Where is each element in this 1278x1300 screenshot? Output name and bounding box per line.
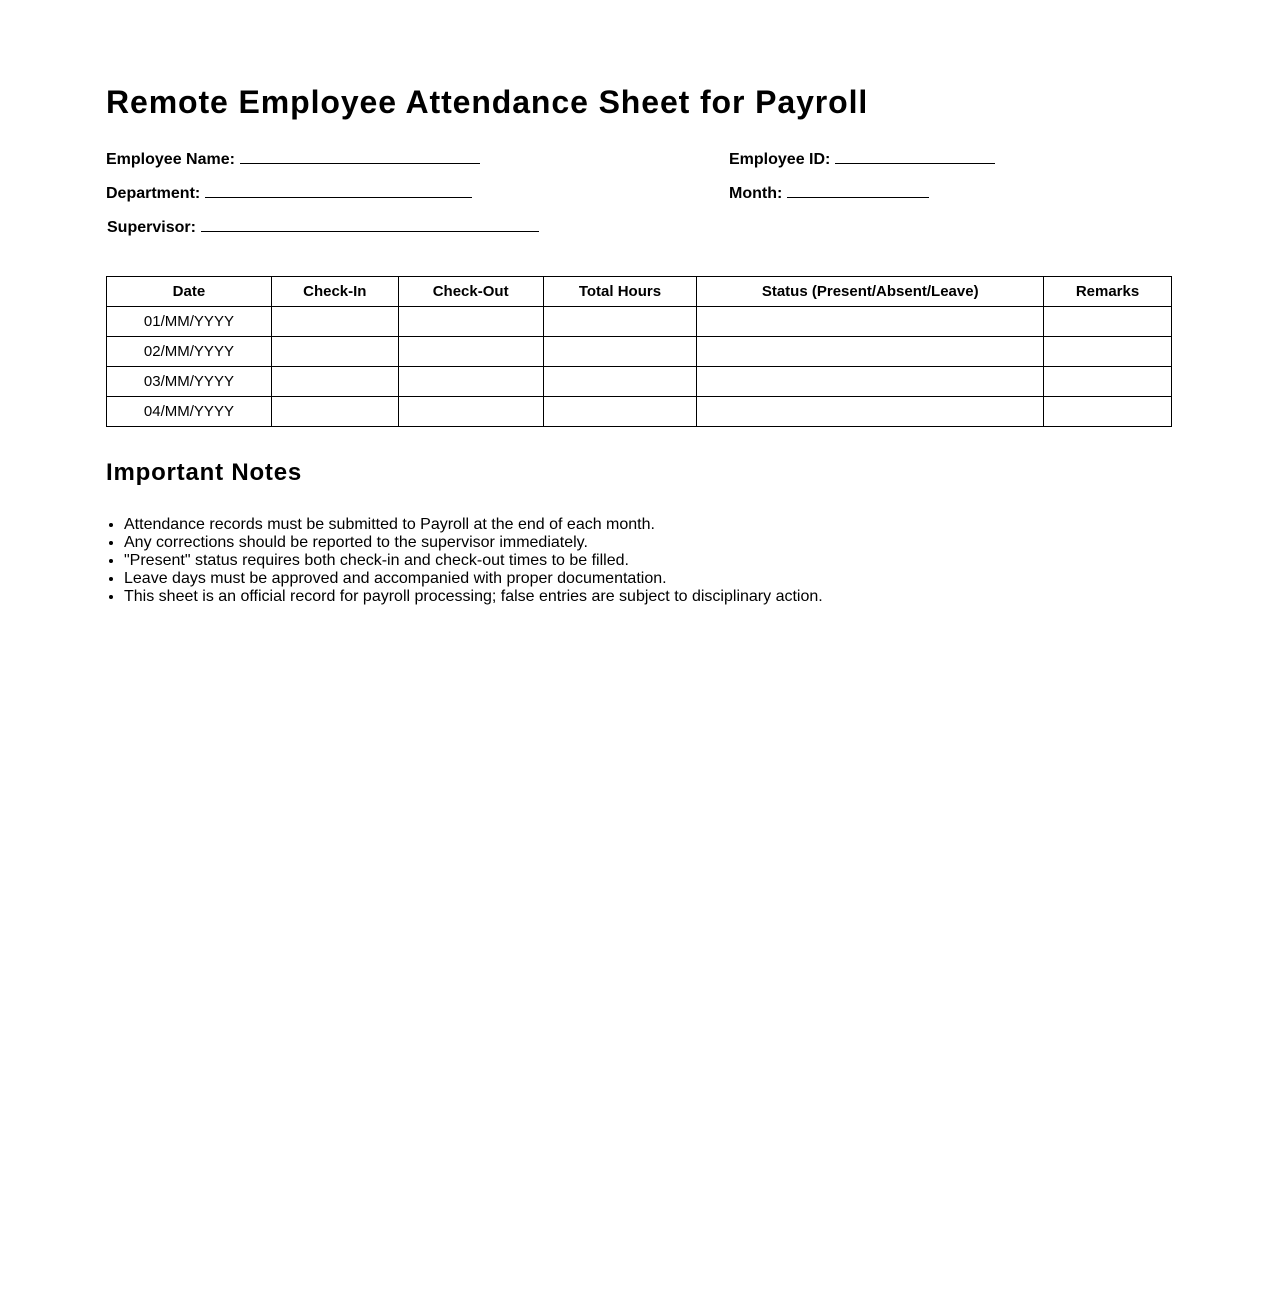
table-row xyxy=(107,337,1172,367)
page-title: Remote Employee Attendance Sheet for Payroll xyxy=(106,84,869,120)
employee-id-label: Employee ID: xyxy=(729,151,831,168)
supervisor-field xyxy=(107,216,539,238)
department-field xyxy=(106,182,472,204)
employee-name-blank[interactable] xyxy=(240,148,480,164)
date-cell: 04/MM/YYYY xyxy=(107,397,272,427)
status-cell[interactable] xyxy=(697,337,1044,367)
table-header-row xyxy=(107,277,1172,307)
column-header-date: Date xyxy=(107,277,272,307)
remarks-cell[interactable] xyxy=(1044,397,1172,427)
status-cell[interactable] xyxy=(697,367,1044,397)
remarks-cell[interactable] xyxy=(1044,307,1172,337)
supervisor-label: Supervisor: xyxy=(107,219,196,236)
date-cell: 03/MM/YYYY xyxy=(107,367,272,397)
column-header-status: Status (Present/Absent/Leave) xyxy=(697,277,1044,307)
employee-id-field xyxy=(729,148,995,170)
check-out-cell[interactable] xyxy=(398,397,543,427)
column-header-check-in: Check-In xyxy=(271,277,398,307)
total-hours-cell[interactable] xyxy=(543,397,697,427)
list-item: • Attendance records must be submitted to Payroll at the end of each month. xyxy=(124,516,823,534)
employee-name-label: Employee Name: xyxy=(106,151,235,168)
month-label: Month: xyxy=(729,185,783,202)
table-row xyxy=(107,307,1172,337)
department-label: Department: xyxy=(106,185,201,202)
check-out-cell[interactable] xyxy=(398,367,543,397)
column-header-total-hours: Total Hours xyxy=(543,277,697,307)
notes-heading: Important Notes xyxy=(106,459,303,486)
check-in-cell[interactable] xyxy=(271,397,398,427)
check-in-cell[interactable] xyxy=(271,367,398,397)
employee-id-blank[interactable] xyxy=(835,148,995,164)
status-cell[interactable] xyxy=(697,397,1044,427)
check-in-cell[interactable] xyxy=(271,307,398,337)
table-row xyxy=(107,367,1172,397)
list-item: • Leave days must be approved and accompanied with proper documentation. xyxy=(124,570,823,588)
status-cell[interactable] xyxy=(697,307,1044,337)
employee-name-field xyxy=(106,148,480,170)
check-in-cell[interactable] xyxy=(271,337,398,367)
list-item: • "Present" status requires both check-in and check-out times to be filled. xyxy=(124,552,823,570)
list-item: • Any corrections should be reported to the supervisor immediately. xyxy=(124,534,823,552)
month-blank[interactable] xyxy=(787,182,929,198)
total-hours-cell[interactable] xyxy=(543,307,697,337)
check-out-cell[interactable] xyxy=(398,307,543,337)
remarks-cell[interactable] xyxy=(1044,367,1172,397)
month-field xyxy=(729,182,929,204)
date-cell: 01/MM/YYYY xyxy=(107,307,272,337)
table-row xyxy=(107,397,1172,427)
total-hours-cell[interactable] xyxy=(543,337,697,367)
notes-list xyxy=(106,516,823,606)
check-out-cell[interactable] xyxy=(398,337,543,367)
column-header-check-out: Check-Out xyxy=(398,277,543,307)
department-blank[interactable] xyxy=(205,182,472,198)
remarks-cell[interactable] xyxy=(1044,337,1172,367)
list-item: • This sheet is an official record for payroll processing; false entries are subject to disciplinary action. xyxy=(124,588,823,606)
supervisor-blank[interactable] xyxy=(201,216,539,232)
attendance-table xyxy=(106,276,1172,427)
column-header-remarks: Remarks xyxy=(1044,277,1172,307)
date-cell: 02/MM/YYYY xyxy=(107,337,272,367)
total-hours-cell[interactable] xyxy=(543,367,697,397)
